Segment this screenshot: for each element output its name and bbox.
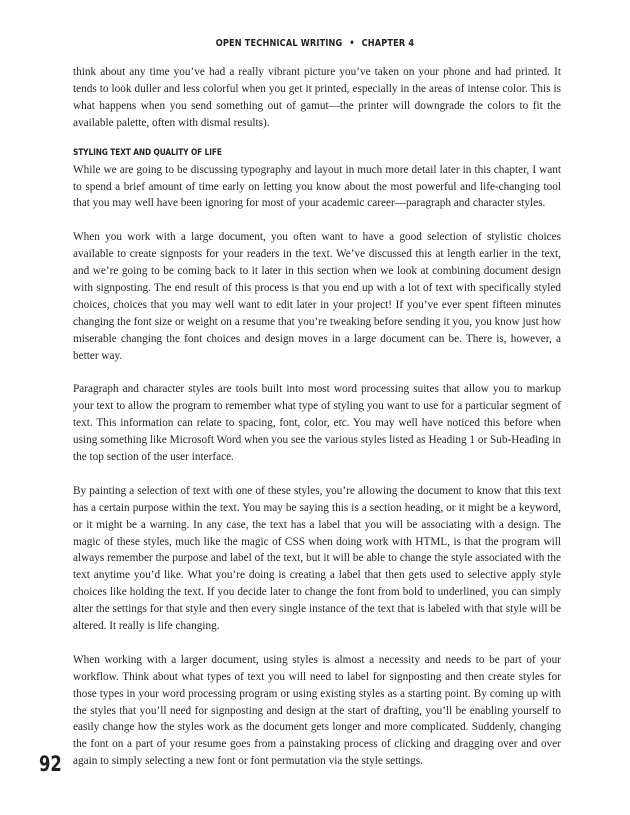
page-body [73,64,561,787]
chapter-label: CHAPTER 4 [361,38,415,49]
running-header [44,38,586,49]
intro-paragraph: think about any time you’ve had a really vibrant picture you’ve taken on your phone and had printed. It tends to look duller and less colorful when you get it printed, especially in the areas of intense color. This is what happens when you send something out of gamut—the printer will downgrade the colors to fit the available palette, often with dismal results). [73,66,561,129]
body-paragraph: Paragraph and character styles are tools built into most word processing suites that allow you to markup your text to allow the program to remember what type of styling you want to use for a particular segment of text. This information can relate to spacing, font, color, etc. You may well have noticed this before when using something like Microsoft Word when you see the various styles listed as Heading 1 or Sub-Heading in the top section of the user interface. [73,383,561,463]
page-number: 92 [39,752,62,776]
body-paragraph: While we are going to be discussing typography and layout in much more detail later in this chapter, I want to spend a brief amount of time early on letting you know about the most powerful and life-changing tool that you may well have been ignoring for most of your academic career—paragraph and character styles. [73,163,561,210]
header-separator: • [349,38,355,49]
book-title: OPEN TECHNICAL WRITING [215,38,343,49]
body-paragraph: When working with a larger document, using styles is almost a necessity and needs to be part of your workflow. Think about what types of text you will need to label for signposting and then create styles for those types in your word processing program or using existing styles as a starting point. By coming up with the styles that you’ll need for signposting and design at the start of drafting, you’ll be enabling yourself to easily change how the styles work as the document gets longer and more complicated. Suddenly, changing the font on a part of your resume goes from a painstaking process of clicking and dragging over and over again to simply selecting a new font or font permutation via the style settings. [73,653,561,768]
body-paragraph: When you work with a large document, you often want to have a good selection of stylistic choices available to create signposts for your readers in the text. We’ve discussed this at length earlier in the text, and we’re going to be coming back to it later in this section when we look at combining document design with signposting. The end result of this process is that you end up with a lot of text with specifically styled choices, choices that you may well want to edit later in your project! If you’ve ever spent fifteen minutes changing the font size or weight on a resume that you’re tweaking before sending it you, you know just how miserable changing the font choices and design moves in a large document can be. There is, however, a better way. [73,231,561,362]
body-paragraph: By painting a selection of text with one of these styles, you’re allowing the document to know that this text has a certain purpose within the text. You may be saying this is a section heading, or it might be a keyword, or it might be a warning. In any case, the text has a label that you will be associating with a design. The magic of these styles, much like the magic of CSS when doing work with HTML, is that the program will always remember the purpose and label of the text, but it will be able to change the style associated with the text anytime you’d like. What you’re doing is creating a label that then gets used to selective apply style choices like holding the text. If you decide later to change the font from bold to underlined, you can simply alter the settings for that style and then every single instance of the text that is labeled with that style will be altered. It really is life changing. [73,484,561,633]
section-heading: STYLING TEXT AND QUALITY OF LIFE [73,147,222,158]
